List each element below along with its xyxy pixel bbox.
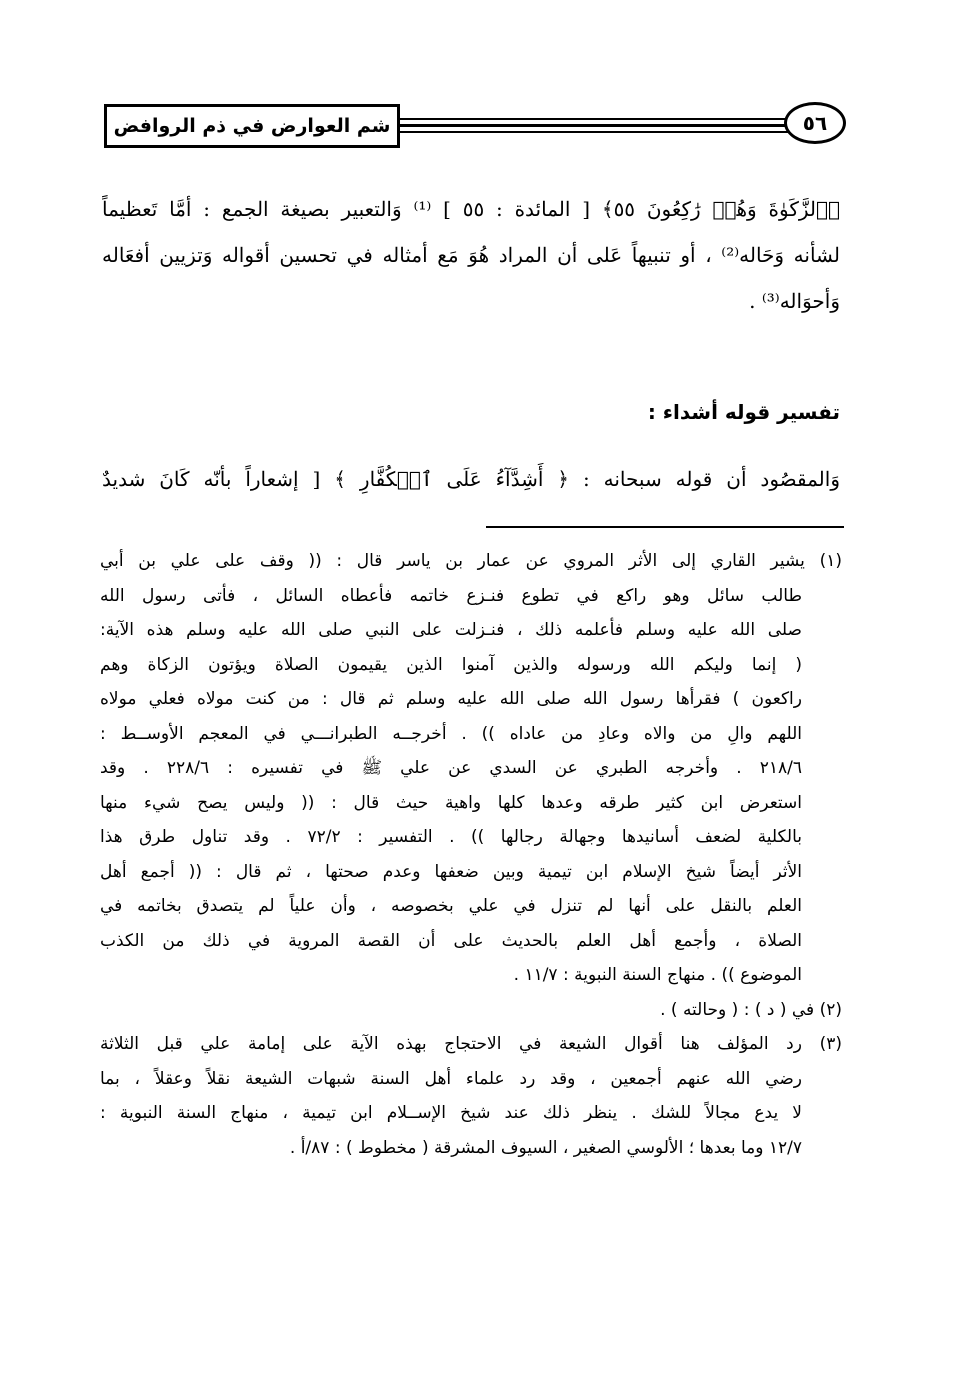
footnote-line: ١٢/٧ وما بعدها ؛ الألوسي الصغير ، السيوف المشرقة ( مخطوط ) : ٨٧/أ .	[289, 1137, 802, 1158]
main-text-2	[102, 456, 840, 502]
footnote-line: صلى الله عليه وسلم فأعلمه ذلك ، فنـزلت على النبي صلى الله عليه وسلم هذه الآية:	[100, 620, 802, 640]
header-rule	[400, 124, 794, 127]
footnote-line: الأثر أيضاً شيخ الإسلام ابن تيمية وبين ضعفها وعدم صحتها ، ثم قال : (( أجمع أهل	[100, 861, 802, 882]
main-text	[102, 186, 840, 324]
text-line: ﴿ٱلزَّكَوٰةَ وَهُمۡ رَٰكِعُونَ ٥٥﴾ [ المائدة : ٥٥ ] ⁽¹⁾ وَالتعبير بصيغة الجمع : أمَّا تَعظيماً	[102, 197, 840, 221]
header-rule	[400, 118, 794, 120]
footnote-line: الصلاة ، وأجمع أهل العلم بالحديث على أن القصة المروية في ذلك من الكذب	[100, 930, 802, 951]
page-header	[100, 92, 860, 164]
footnote-line: ٢١٨/٦ . وأخرجه الطبري عن السدي عن علي ﷺ في تفسيره : ٢٢٨/٦ . وقد	[100, 758, 802, 778]
footnote-line: (١) يشير القاري إلى الأثر المروي عن عمار بن ياسر قال : (( وقف على علي بن أبي	[100, 551, 842, 571]
text-line: وَأحوَاله⁽³⁾ .	[749, 289, 840, 313]
footnote-line: العلم بالنقل على أنها لم تنزل في علي بخصوصه ، وأن علياً لم يتصدق بخاتمه في	[100, 896, 802, 916]
text-line: لشأنه وَحَاله⁽²⁾ ، أو تنبيهاً عَلى أن المراد هُوَ مَع أمثاله في تحسين أقواله وَتزيين أفعَاله	[102, 243, 840, 267]
header-rule	[400, 131, 794, 133]
text-line: وَالمقصُود أن قوله سبحانه : ﴿ أَشِدَّآءُ عَلَى ٱلۡكُفَّارِ ﴾ [ إشعاراً بأنّه كَانَ شديدٌ	[102, 467, 840, 491]
footnote-line: لا يدع مجالاً للشك . ينظر ذلك عند شيخ الإســلام ابن تيمية ، منهاج السنة النبوية :	[100, 1103, 802, 1123]
footnotes	[100, 544, 842, 1165]
footnote-line: طالب سائل وهو راكع في تطوع فنـزع خاتمه فأعطاه السائل ، فأتى رسول الله	[100, 585, 802, 606]
footnote-line: اللهم والِ من والاه وعادِ من عاداه )) . أخرجــه الطبرانـــي في المعجم الأوســط :	[100, 723, 802, 744]
footnote-separator	[486, 526, 844, 528]
footnote-line: ( إنما وليكم الله ورسوله والذين آمنوا الذين يقيمون الصلاة ويؤتون الزكاة وهم	[100, 654, 802, 675]
footnote-line: راكعون ) فقرأها رسول الله صلى الله عليه وسلم ثم قال : من كنت مولاه فعلي مولاه	[100, 689, 802, 709]
footnote-line: الموضوع )) . منهاج السنة النبوية : ١١/٧ .	[513, 965, 802, 985]
footnote-line: (٢) في ( د ) : ( وحالته ) .	[660, 999, 842, 1020]
footnote-line: استعرض ابن كثير طرقه وعدها كلها واهية حيث قال : (( وليس يصح شيء منها	[100, 792, 802, 813]
running-title: شم العوارض في ذم الروافض	[104, 104, 400, 148]
page-number: ٥٦	[784, 102, 846, 144]
footnote-line: (٣) رد المؤلف هنا أقوال الشيعة في الاحتجاج بهذه الآية على إمامة علي قبل الثلاثة	[100, 1034, 842, 1054]
footnote-line: بالكلية لضعف أسانيدها وجهالة رجالها )) . التفسير : ٧٢/٢ . وقد تناول طرق هذا	[100, 827, 802, 847]
footnote-line: رضي الله عنهم أجمعين ، وقد رد علماء أهل السنة شبهات الشيعة نقلاً وعقلاً ، بما	[100, 1068, 802, 1089]
section-heading: تفسير قوله أشداء :	[647, 400, 840, 424]
